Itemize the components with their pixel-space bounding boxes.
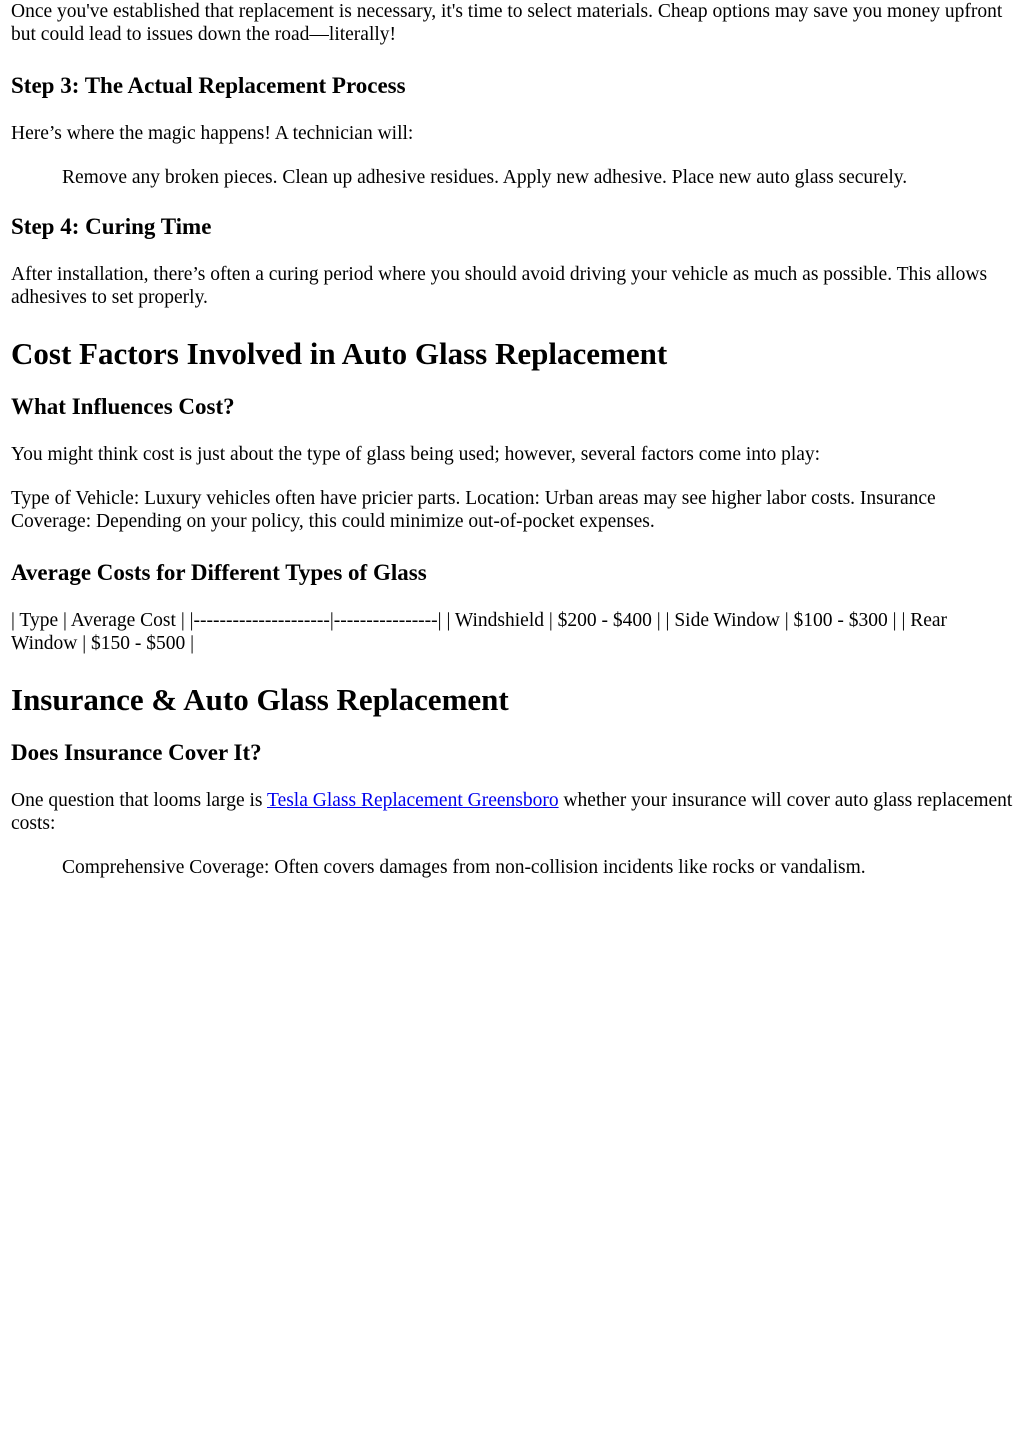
insurance-heading: Insurance & Auto Glass Replacement [11,682,509,717]
insurance-cover-paragraph [11,789,1013,835]
tesla-glass-link[interactable]: Tesla Glass Replacement Greensboro [267,790,559,811]
insurance-text-after-link: whether your insurance will cover auto glass replacement costs: [11,790,1013,834]
comprehensive-coverage-quote: Comprehensive Coverage: Often covers damages from non-collision incidents like rocks or vandalism. [62,857,866,878]
average-costs-table-text: | Type | Average Cost | |---------------------|----------------| | Windshield | $200 - $400 | | Side Window | $100 - $300 | | Rear Window | $150 - $500 | [11,610,948,654]
step4-heading: Step 4: Curing Time [11,214,212,239]
cost-factors-list: Type of Vehicle: Luxury vehicles often have pricier parts. Location: Urban areas may see higher labor costs. Insurance Coverage: Depending on your policy, this could minimize out-of-pocket expenses. [11,488,936,532]
what-influences-heading: What Influences Cost? [11,394,235,419]
materials-paragraph: Once you've established that replacement is necessary, it's time to select materials. Cheap options may save you money upfront but could lead to issues down the road—literally! [11,1,1003,45]
influences-intro: You might think cost is just about the type of glass being used; however, several factors come into play: [11,444,821,465]
insurance-text-before-link: One question that looms large is [11,790,268,811]
insurance-cover-heading: Does Insurance Cover It? [11,740,262,765]
cost-factors-heading: Cost Factors Involved in Auto Glass Replacement [11,336,668,371]
step4-paragraph: After installation, there’s often a curing period where you should avoid driving your vehicle as much as possible. This allows adhesives to set properly. [11,264,988,308]
average-costs-heading: Average Costs for Different Types of Glass [11,560,427,585]
step3-steps-quote: Remove any broken pieces. Clean up adhesive residues. Apply new adhesive. Place new auto glass securely. [62,167,908,188]
step3-heading: Step 3: The Actual Replacement Process [11,73,406,98]
step3-intro: Here’s where the magic happens! A technician will: [11,123,414,144]
